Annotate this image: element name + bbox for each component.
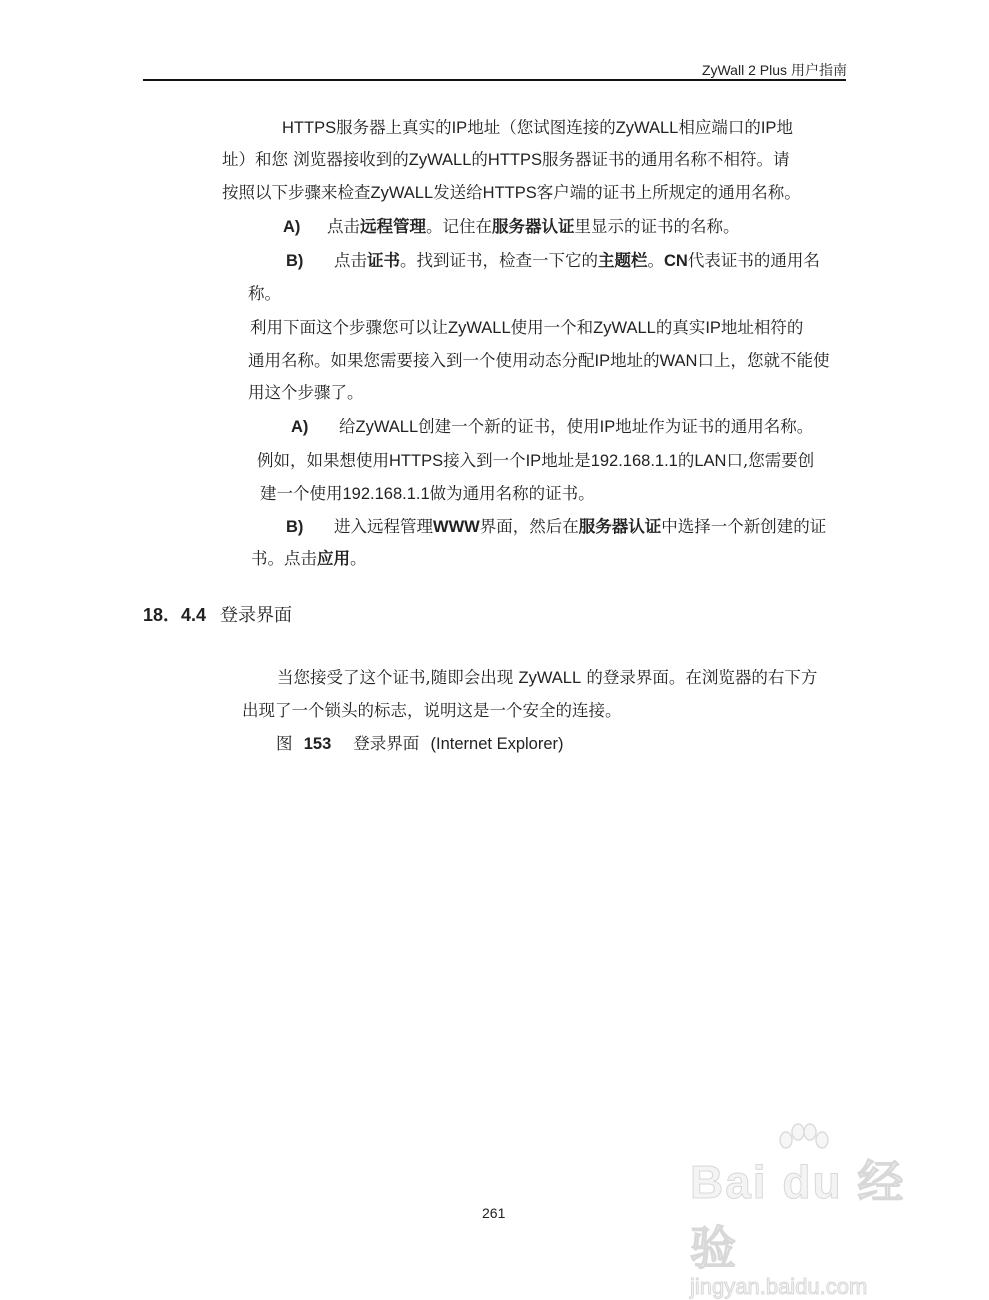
- step-a-1: [283, 216, 740, 238]
- text: 进入远程管理: [334, 517, 433, 536]
- header-product: ZyWall 2 Plus: [701, 62, 787, 78]
- text-bold: 主题栏: [598, 251, 648, 270]
- text: IP: [525, 452, 542, 470]
- text: ZyWALL: [370, 184, 434, 202]
- text: 。: [647, 251, 664, 270]
- watermark-url: jingyan.baidu.com: [690, 1274, 868, 1299]
- text-bold: WWW: [433, 518, 480, 536]
- step-b-2-cont: [251, 548, 367, 570]
- figure-title-en: (Internet Explorer): [430, 735, 564, 753]
- text: 。: [350, 549, 367, 568]
- step-b-1: [286, 250, 820, 272]
- text: 相应端口的: [678, 118, 761, 137]
- text: ZyWALL: [355, 418, 419, 436]
- text: 地址相符的: [720, 318, 804, 337]
- text: LAN: [694, 452, 727, 470]
- text: ZyWALL: [408, 151, 472, 169]
- text: 192.168.1.1: [342, 485, 430, 503]
- text: 称。: [248, 284, 281, 303]
- text-bold: 证书: [367, 251, 400, 270]
- figure-number: 153: [303, 735, 332, 753]
- text: 用这个步骤了。: [248, 383, 364, 402]
- text: 192.168.1.1: [590, 452, 678, 470]
- text: 利用下面这个步骤您可以让: [250, 318, 448, 337]
- text: 使用一个和: [510, 318, 594, 337]
- section-title: 登录界面: [220, 605, 293, 626]
- text: 里显示的证书的名称。: [574, 217, 740, 236]
- text: 地址是: [541, 451, 591, 470]
- section-number: 18．4.4: [143, 605, 207, 625]
- figure-caption: [276, 733, 564, 755]
- text: HTTPS: [487, 151, 542, 169]
- text: IP: [599, 418, 616, 436]
- step-b-2: [286, 516, 826, 538]
- text: 服务器上真实的: [336, 118, 452, 137]
- text-bold: 服务器认证: [492, 217, 575, 236]
- text-bold: 远程管理: [360, 217, 426, 236]
- text: 的: [677, 451, 695, 470]
- step-label: B): [286, 252, 304, 270]
- text: 书。点击: [251, 549, 317, 568]
- text: 做为通用名称的证书。: [429, 484, 595, 503]
- header-guide: 用户指南: [791, 63, 847, 79]
- text: IP: [705, 319, 721, 337]
- step-label: A): [291, 418, 309, 436]
- text: 。找到证书，检查一下它的: [400, 251, 598, 270]
- step-a-2-line-2: [257, 450, 814, 472]
- text: ZyWALL: [518, 669, 582, 687]
- text: ZyWALL: [615, 119, 679, 137]
- text: IP: [451, 119, 468, 137]
- section-body-line-2: [242, 700, 622, 722]
- text: 中选择一个新创建的证: [661, 517, 827, 536]
- text: 创建一个新的证书，使用: [418, 417, 600, 436]
- paragraph-2-line-3: [248, 382, 364, 404]
- text-bold: 服务器认证: [578, 517, 662, 536]
- text: 址）和您 浏览器接收到的: [222, 150, 409, 169]
- text-bold: CN: [664, 252, 688, 270]
- step-a-2-line-3: [260, 483, 595, 505]
- text: 点击: [327, 217, 360, 236]
- text: IP: [760, 119, 777, 137]
- figure-title: 登录界面: [353, 734, 420, 753]
- step-label: B): [286, 518, 304, 536]
- text: 口上，您就不能使: [697, 351, 830, 370]
- text: 例如，如果想使用: [257, 451, 389, 470]
- text: 当您接受了这个证书,随即会出现: [277, 668, 519, 687]
- text: WAN: [659, 352, 698, 370]
- text: 界面，然后在: [479, 517, 579, 536]
- text: 按照以下步骤来检查: [222, 183, 371, 202]
- paragraph-1-line-1: [282, 117, 793, 139]
- text: 的: [471, 150, 488, 169]
- text: 。记住在: [426, 217, 492, 236]
- baidu-watermark: [690, 1130, 940, 1299]
- text-bold: 应用: [317, 549, 350, 568]
- text: 地: [776, 118, 793, 137]
- text: 代表证书的通用名: [687, 251, 820, 270]
- text: 服务器证书的通用名称不相符。请: [542, 150, 790, 169]
- header-divider: [143, 79, 846, 81]
- page-number: 261: [482, 1205, 506, 1221]
- text: HTTPS: [482, 184, 537, 202]
- text: IP: [594, 352, 611, 370]
- header-title: [702, 60, 847, 80]
- figure-label: 图: [276, 734, 293, 753]
- paw-icon: [770, 1122, 830, 1152]
- text: 通用名称。如果您需要接入到一个使用动态分配: [248, 351, 595, 370]
- section-body-line-1: [277, 667, 817, 689]
- paragraph-1-line-2: [222, 149, 790, 171]
- text: ZyWALL: [593, 319, 656, 337]
- text: ZyWALL: [448, 319, 511, 337]
- paragraph-1-line-3: [222, 182, 801, 204]
- text: HTTPS: [389, 452, 444, 470]
- watermark-logo: Bai du 经验: [690, 1156, 906, 1274]
- text: 的真实: [655, 318, 706, 337]
- text: 点击: [334, 251, 367, 270]
- text: 地址作为证书的通用名称。: [615, 417, 814, 436]
- paragraph-2-line-1: [250, 317, 803, 339]
- paragraph-2-line-2: [248, 350, 829, 372]
- section-heading: [143, 601, 292, 627]
- text: 出现了一个锁头的标志，说明这是一个安全的连接。: [242, 701, 622, 720]
- step-label: A): [283, 218, 301, 236]
- step-b-1-cont: [248, 283, 281, 305]
- text: 的登录界面。在浏览器的右下方: [581, 668, 818, 687]
- step-a-2: [291, 416, 813, 438]
- text: 地址的: [610, 351, 660, 370]
- text: HTTPS: [282, 119, 337, 137]
- text: 建一个使用: [260, 484, 343, 503]
- text: 地址（您试图连接的: [467, 118, 616, 137]
- text: 客户端的证书上所规定的通用名称。: [536, 183, 801, 202]
- text: 给: [339, 417, 356, 436]
- text: 口,您需要创: [726, 451, 815, 470]
- text: 发送给: [433, 183, 483, 202]
- text: 接入到一个: [443, 451, 526, 470]
